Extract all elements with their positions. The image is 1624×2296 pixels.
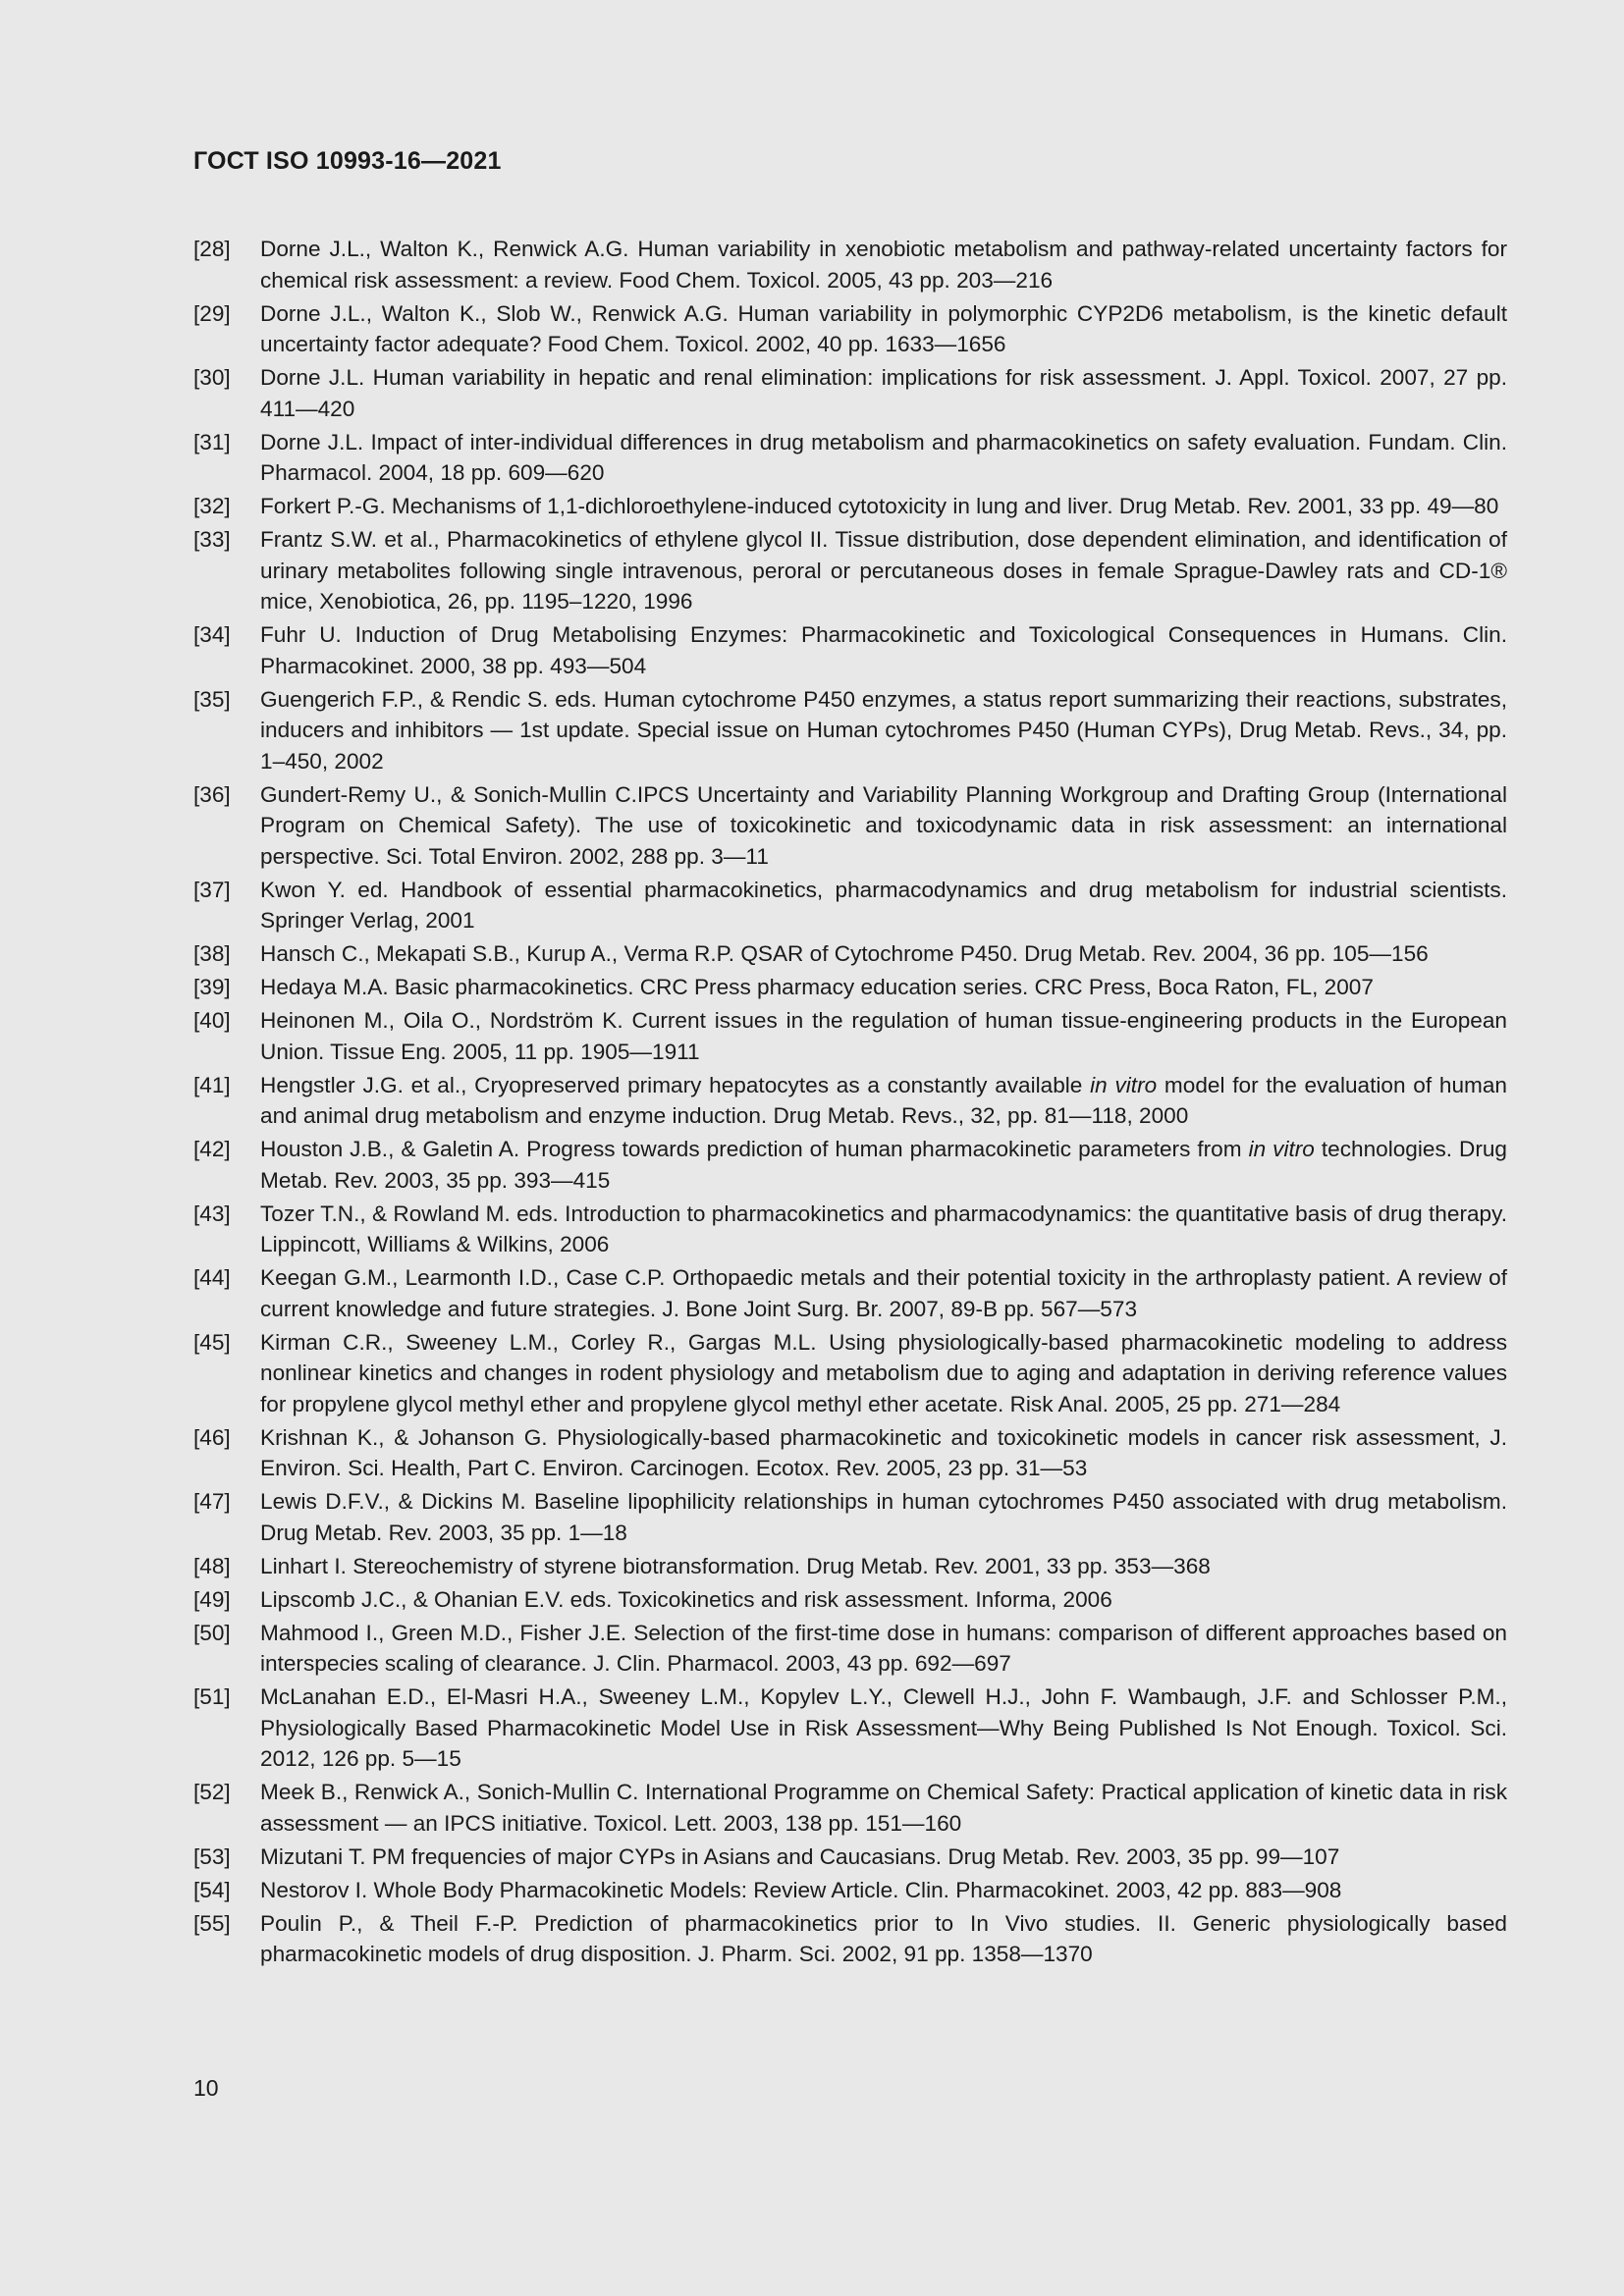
reference-item <box>193 1618 1507 1680</box>
reference-number: [35] <box>193 686 231 712</box>
reference-text: Lipscomb J.C., & Ohanian E.V. eds. Toxicokinetics and risk assessment. Informa, 2006 <box>260 1586 1112 1612</box>
reference-text: Mizutani T. PM frequencies of major CYPs in Asians and Caucasians. Drug Metab. Rev. 2003, 35 pp. 99—107 <box>260 1843 1340 1869</box>
reference-number: [52] <box>193 1780 231 1804</box>
reference-item <box>193 972 1507 1003</box>
reference-text: Hansch C., Mekapati S.B., Kurup A., Verma R.P. QSAR of Cytochrome P450. Drug Metab. Rev. 2004, 36 pp. 105—156 <box>260 941 1429 966</box>
reference-text: Hedaya M.A. Basic pharmacokinetics. CRC Press pharmacy education series. CRC Press, Boca Raton, FL, 2007 <box>260 975 1374 999</box>
reference-item <box>193 1875 1507 1906</box>
reference-item <box>193 1682 1507 1775</box>
reference-list <box>193 234 1507 1972</box>
reference-text: Fuhr U. Induction of Drug Metabolising Enzymes: Pharmacokinetic and Toxicological Consequences in Humans. Clin. Pharmacokinet. 2000, 38 pp. 493—504 <box>260 622 1507 678</box>
reference-number: [33] <box>193 527 231 552</box>
reference-number: [49] <box>193 1586 231 1612</box>
reference-text: Nestorov I. Whole Body Pharmacokinetic Models: Review Article. Clin. Pharmacokinet. 2003, 42 pp. 883—908 <box>260 1877 1342 1902</box>
reference-text: Mahmood I., Green M.D., Fisher J.E. Selection of the first-time dose in humans: comparison of different approaches based on interspecies scaling of clearance. J. Clin. Pharmacol. 2003, 43 pp. 692—697 <box>260 1620 1507 1676</box>
reference-number: [55] <box>193 1910 231 1936</box>
reference-text-italic: in vitro <box>1248 1137 1315 1161</box>
reference-number: [29] <box>193 300 231 326</box>
reference-text: Linhart I. Stereochemistry of styrene biotransformation. Drug Metab. Rev. 2001, 33 pp. 353—368 <box>260 1553 1211 1578</box>
reference-number: [30] <box>193 365 231 390</box>
reference-number: [44] <box>193 1265 231 1290</box>
reference-item <box>193 1842 1507 1873</box>
reference-text: Poulin P., & Theil F.-P. Prediction of pharmacokinetics prior to In Vivo studies. II. Generic physiologically based pharmacokinetic models of drug disposition. J. Pharm. Sci. 2002, 91 pp. 1358—1370 <box>260 1910 1507 1966</box>
reference-text: Forkert P.-G. Mechanisms of 1,1-dichloroethylene-induced cytotoxicity in lung and liver. Drug Metab. Rev. 2001, 33 pp. 49—80 <box>260 494 1499 518</box>
reference-item <box>193 1005 1507 1067</box>
reference-item <box>193 1551 1507 1582</box>
reference-number: [28] <box>193 237 231 261</box>
reference-number: [38] <box>193 941 231 966</box>
reference-number: [51] <box>193 1684 231 1709</box>
reference-text: Guengerich F.P., & Rendic S. eds. Human cytochrome P450 enzymes, a status report summarizing their reactions, substrates, inducers and inhibitors — 1st update. Special issue on Human cytochromes P450 (Human CYPs), Drug Metab. Revs., 34, pp. 1–450, 2002 <box>260 686 1507 774</box>
reference-text-part: Houston J.B., & Galetin A. Progress towards prediction of human pharmacokinetic parameters from <box>260 1137 1249 1161</box>
reference-number: [48] <box>193 1553 231 1578</box>
reference-text: Dorne J.L. Impact of inter-individual differences in drug metabolism and pharmacokinetics on safety evaluation. Fundam. Clin. Pharmacol. 2004, 18 pp. 609—620 <box>260 429 1507 485</box>
reference-text: Dorne J.L. Human variability in hepatic and renal elimination: implications for risk assessment. J. Appl. Toxicol. 2007, 27 pp. 411—420 <box>260 365 1507 421</box>
reference-number: [53] <box>193 1843 231 1869</box>
reference-item <box>193 779 1507 873</box>
reference-item <box>193 619 1507 681</box>
reference-item <box>193 427 1507 489</box>
reference-number: [47] <box>193 1489 231 1514</box>
reference-number: [31] <box>193 429 231 454</box>
reference-item <box>193 875 1507 936</box>
page-number: 10 <box>193 2075 219 2101</box>
reference-text: Dorne J.L., Walton K., Renwick A.G. Human variability in xenobiotic metabolism and pathway-related uncertainty factors for chemical risk assessment: a review. Food Chem. Toxicol. 2005, 43 pp. 203—216 <box>260 237 1507 293</box>
reference-number: [41] <box>193 1072 231 1097</box>
reference-item <box>193 234 1507 295</box>
reference-text: Lewis D.F.V., & Dickins M. Baseline lipophilicity relationships in human cytochromes P450 associated with drug metabolism. Drug Metab. Rev. 2003, 35 pp. 1—18 <box>260 1489 1507 1545</box>
reference-text: Keegan G.M., Learmonth I.D., Case C.P. Orthopaedic metals and their potential toxicity in the arthroplasty patient. A review of current knowledge and future strategies. J. Bone Joint Surg. Br. 2007, 89-B pp. 567—573 <box>260 1265 1507 1321</box>
reference-text-italic: in vitro <box>1090 1072 1158 1097</box>
reference-number: [34] <box>193 622 231 647</box>
reference-item <box>193 938 1507 970</box>
reference-text <box>260 1134 1507 1196</box>
reference-text: Krishnan K., & Johanson G. Physiologically-based pharmacokinetic and toxicokinetic models in cancer risk assessment, J. Environ. Sci. Health, Part C. Environ. Carcinogen. Ecotox. Rev. 2005, 23 pp. 31—53 <box>260 1424 1507 1480</box>
reference-text-part: technologies. Drug Metab. Rev. 2003, 35 pp. 393—415 <box>260 1137 1507 1193</box>
reference-text: Frantz S.W. et al., Pharmacokinetics of ethylene glycol II. Tissue distribution, dose dependent elimination, and identification of urinary metabolites following single intravenous, peroral or percutaneous doses in female Sprague-Dawley rats and CD-1® mice, Xenobiotica, 26, pp. 1195–1220, 1996 <box>260 527 1507 614</box>
reference-text-part: model for the evaluation of human and animal drug metabolism and enzyme induction. Drug Metab. Revs., 32, pp. 81—118, 2000 <box>260 1072 1507 1128</box>
reference-text: Kirman C.R., Sweeney L.M., Corley R., Gargas M.L. Using physiologically-based pharmacokinetic modeling to address nonlinear kinetics and changes in rodent physiology and metabolism due to aging and adaptation in deriving reference values for propylene glycol methyl ether and propylene glycol methyl ether acetate. Risk Anal. 2005, 25 pp. 271—284 <box>260 1329 1507 1416</box>
reference-item <box>193 1134 1507 1196</box>
reference-item <box>193 1777 1507 1839</box>
reference-item <box>193 684 1507 777</box>
reference-item <box>193 362 1507 424</box>
reference-text: Meek B., Renwick A., Sonich-Mullin C. International Programme on Chemical Safety: Practical application of kinetic data in risk assessment — an IPCS initiative. Toxicol. Lett. 2003, 138 pp. 151—160 <box>260 1780 1507 1836</box>
reference-item <box>193 1262 1507 1324</box>
reference-number: [36] <box>193 781 231 807</box>
document-header: ГОСТ ISO 10993-16—2021 <box>193 147 502 175</box>
reference-number: [46] <box>193 1424 231 1450</box>
reference-number: [39] <box>193 975 231 999</box>
reference-item <box>193 1199 1507 1260</box>
reference-number: [42] <box>193 1137 231 1161</box>
reference-item <box>193 1327 1507 1420</box>
reference-text: Heinonen M., Oila O., Nordström K. Current issues in the regulation of human tissue-engineering products in the European Union. Tissue Eng. 2005, 11 pp. 1905—1911 <box>260 1008 1507 1064</box>
reference-item <box>193 491 1507 522</box>
reference-item <box>193 1070 1507 1132</box>
reference-text: Kwon Y. ed. Handbook of essential pharmacokinetics, pharmacodynamics and drug metabolism for industrial scientists. Springer Verlag, 2001 <box>260 877 1507 933</box>
reference-item <box>193 298 1507 360</box>
reference-number: [50] <box>193 1620 231 1645</box>
reference-number: [45] <box>193 1329 231 1355</box>
reference-text: Dorne J.L., Walton K., Slob W., Renwick A.G. Human variability in polymorphic CYP2D6 metabolism, is the kinetic default uncertainty factor adequate? Food Chem. Toxicol. 2002, 40 pp. 1633—1656 <box>260 300 1507 356</box>
reference-item <box>193 1486 1507 1548</box>
reference-text-part: Hengstler J.G. et al., Cryopreserved primary hepatocytes as a constantly available <box>260 1072 1091 1097</box>
reference-number: [40] <box>193 1008 231 1033</box>
reference-text: Gundert-Remy U., & Sonich-Mullin C.IPCS Uncertainty and Variability Planning Workgroup and Drafting Group (International Program on Chemical Safety). The use of toxicokinetic and toxicodynamic data in risk assessment: an international perspective. Sci. Total Environ. 2002, 288 pp. 3—11 <box>260 781 1507 869</box>
reference-text: McLanahan E.D., El-Masri H.A., Sweeney L.M., Kopylev L.Y., Clewell H.J., John F. Wambaugh, J.F. and Schlosser P.M., Physiologically Based Pharmacokinetic Model Use in Risk Assessment—Why Being Published Is Not Enough. Toxicol. Sci. 2012, 126 pp. 5—15 <box>260 1684 1507 1771</box>
reference-item <box>193 524 1507 617</box>
reference-text: Tozer T.N., & Rowland M. eds. Introduction to pharmacokinetics and pharmacodynamics: the quantitative basis of drug therapy. Lippincott, Williams & Wilkins, 2006 <box>260 1201 1507 1256</box>
reference-number: [43] <box>193 1201 231 1226</box>
reference-item <box>193 1422 1507 1484</box>
reference-number: [32] <box>193 494 231 518</box>
reference-item <box>193 1908 1507 1970</box>
reference-text <box>260 1070 1507 1132</box>
reference-number: [54] <box>193 1877 231 1902</box>
reference-number: [37] <box>193 877 231 902</box>
reference-item <box>193 1584 1507 1616</box>
